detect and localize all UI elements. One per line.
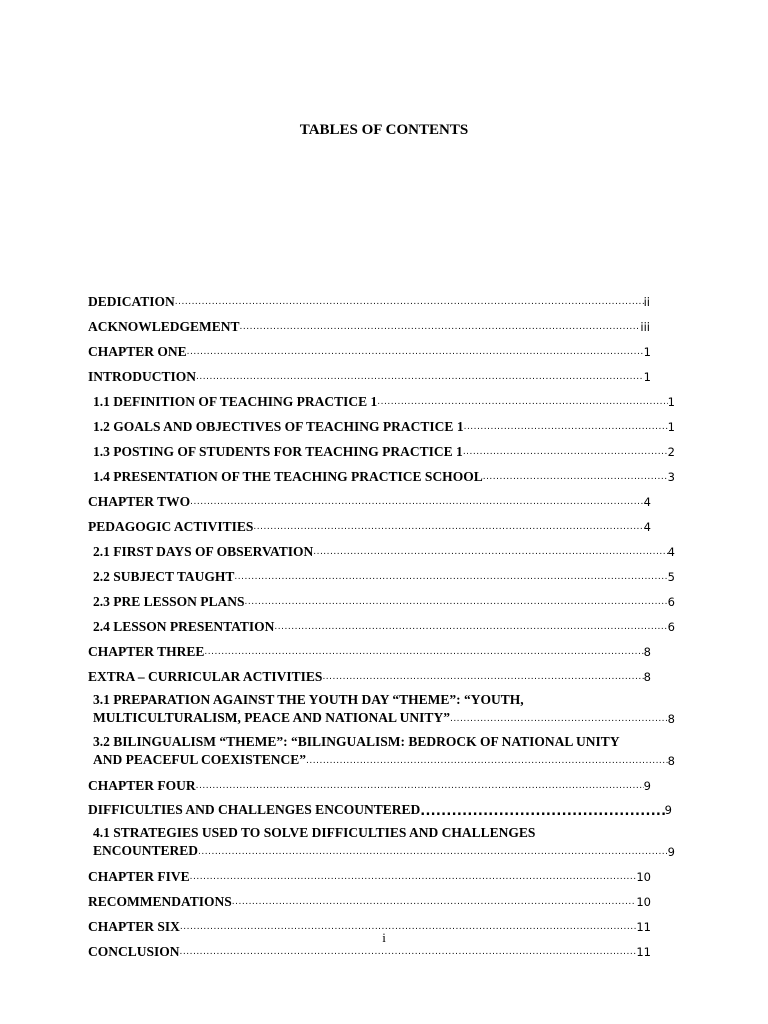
toc-entry-1-4[interactable] bbox=[93, 467, 675, 485]
dot-leader bbox=[190, 871, 637, 883]
dot-leader bbox=[180, 946, 637, 958]
toc-entry-2-2[interactable] bbox=[93, 567, 675, 585]
toc-entry-label: 2.2 SUBJECT TAUGHT bbox=[93, 569, 235, 584]
toc-entry-chapter-one[interactable] bbox=[88, 342, 651, 360]
toc-entry-3-1[interactable] bbox=[93, 691, 675, 727]
toc-entry-acknowledgement[interactable] bbox=[88, 317, 650, 335]
page-title: TABLES OF CONTENTS bbox=[299, 122, 469, 138]
toc-entry-4-1[interactable] bbox=[93, 824, 675, 860]
toc-entry-chapter-three[interactable] bbox=[88, 642, 651, 660]
dot-leader bbox=[450, 713, 668, 725]
toc-entry-page: 9 bbox=[664, 803, 672, 817]
footer-page-number: i bbox=[382, 930, 386, 945]
toc-entry-page: 5 bbox=[667, 570, 675, 584]
toc-entry-label: CHAPTER SIX bbox=[88, 919, 180, 934]
toc-entry-label: 2.1 FIRST DAYS OF OBSERVATION bbox=[93, 544, 314, 559]
dot-leader bbox=[306, 755, 668, 767]
dot-leader bbox=[234, 571, 667, 583]
toc-entry-label: CONCLUSION bbox=[88, 944, 180, 959]
dot-leader bbox=[232, 896, 637, 908]
toc-entry-page: 3 bbox=[667, 470, 675, 484]
toc-entry-page: 10 bbox=[636, 870, 651, 884]
toc-entry-1-1[interactable] bbox=[93, 392, 675, 410]
toc-entry-label: 1.4 PRESENTATION OF THE TEACHING PRACTICE SCHOOL bbox=[93, 469, 483, 484]
toc-entry-page: 9 bbox=[643, 779, 651, 793]
toc-entry-page: 6 bbox=[667, 620, 675, 634]
toc-entry-label: CHAPTER TWO bbox=[88, 494, 191, 509]
toc-entry-2-4[interactable] bbox=[93, 617, 675, 635]
toc-entry-label: 2.4 LESSON PRESENTATION bbox=[93, 619, 275, 634]
toc-entry-label: RECOMMENDATIONS bbox=[88, 894, 232, 909]
toc-entry-label: 1.2 GOALS AND OBJECTIVES OF TEACHING PRACTICE 1 bbox=[93, 419, 464, 434]
toc-entry-1-2[interactable] bbox=[93, 417, 675, 435]
toc-entry-page: 11 bbox=[636, 945, 651, 959]
dot-leader bbox=[196, 780, 644, 792]
toc-entry-introduction[interactable] bbox=[88, 367, 651, 385]
toc-entry-2-3[interactable] bbox=[93, 592, 675, 610]
dot-leader bbox=[313, 546, 667, 558]
dot-leader bbox=[463, 446, 668, 458]
dot-leader bbox=[245, 596, 668, 608]
toc-entry-label-line1: 4.1 STRATEGIES USED TO SOLVE DIFFICULTIES AND CHALLENGES bbox=[93, 825, 536, 840]
toc-entry-3-2[interactable] bbox=[93, 733, 675, 769]
toc-entry-label-line1: 3.2 BILINGUALISM “THEME”: “BILINGUALISM: BEDROCK OF NATIONAL UNITY bbox=[93, 734, 620, 749]
toc-entry-label: 1.1 DEFINITION OF TEACHING PRACTICE 1 bbox=[93, 394, 378, 409]
toc-entry-page: 1 bbox=[667, 395, 675, 409]
toc-entry-label: ACKNOWLEDGEMENT bbox=[88, 319, 240, 334]
toc-entry-label: CHAPTER ONE bbox=[88, 344, 187, 359]
toc-entry-page: 8 bbox=[667, 754, 675, 768]
toc-entry-label: DEDICATION bbox=[88, 294, 175, 309]
toc-entry-page: 1 bbox=[667, 420, 675, 434]
dot-leader bbox=[483, 471, 668, 483]
dot-leader bbox=[377, 396, 667, 408]
toc-entry-page: 6 bbox=[667, 595, 675, 609]
toc-entry-page: iii bbox=[640, 320, 650, 334]
toc-entry-label-line1: 3.1 PREPARATION AGAINST THE YOUTH DAY “THEME”: “YOUTH, bbox=[93, 692, 524, 707]
toc-entry-label-line2: AND PEACEFUL COEXISTENCE” bbox=[93, 752, 307, 767]
dot-leader bbox=[420, 806, 664, 818]
toc-entry-label: CHAPTER THREE bbox=[88, 644, 205, 659]
dot-leader bbox=[253, 521, 643, 533]
toc-entry-label: 2.3 PRE LESSON PLANS bbox=[93, 594, 245, 609]
toc-entry-page: 2 bbox=[667, 445, 675, 459]
toc-entry-page: 1 bbox=[643, 345, 651, 359]
toc-entry-label: INTRODUCTION bbox=[88, 369, 197, 384]
toc-entry-label: DIFFICULTIES AND CHALLENGES ENCOUNTERED bbox=[88, 802, 421, 817]
toc-entry-label: PEDAGOGIC ACTIVITIES bbox=[88, 519, 254, 534]
toc-entry-label: CHAPTER FOUR bbox=[88, 778, 196, 793]
dot-leader bbox=[196, 371, 644, 383]
dot-leader bbox=[322, 671, 643, 683]
toc-entry-page: ii bbox=[643, 295, 650, 309]
toc-entry-2-1[interactable] bbox=[93, 542, 675, 560]
toc-entry-page: 8 bbox=[643, 670, 651, 684]
toc-entry-recommendations[interactable] bbox=[88, 892, 651, 910]
dot-leader bbox=[190, 496, 644, 508]
toc-entry-page: 9 bbox=[667, 845, 675, 859]
toc-entry-label-line2: ENCOUNTERED bbox=[93, 843, 199, 858]
toc-entry-label: CHAPTER FIVE bbox=[88, 869, 190, 884]
toc-entry-chapter-five[interactable] bbox=[88, 867, 651, 885]
toc-entry-page: 11 bbox=[636, 920, 651, 934]
dot-leader bbox=[240, 321, 641, 333]
toc-entry-chapter-two[interactable] bbox=[88, 492, 651, 510]
toc-entry-difficulties[interactable] bbox=[88, 800, 672, 818]
toc-entry-page: 10 bbox=[636, 895, 651, 909]
dot-leader bbox=[274, 621, 667, 633]
toc-entry-page: 4 bbox=[667, 545, 675, 559]
toc-entry-page: 8 bbox=[643, 645, 651, 659]
toc-entry-label: 1.3 POSTING OF STUDENTS FOR TEACHING PRACTICE 1 bbox=[93, 444, 463, 459]
toc-entry-page: 8 bbox=[667, 712, 675, 726]
toc-entry-page: 4 bbox=[643, 495, 651, 509]
dot-leader bbox=[175, 296, 644, 308]
toc-entry-label: EXTRA – CURRICULAR ACTIVITIES bbox=[88, 669, 323, 684]
toc-entry-chapter-four[interactable] bbox=[88, 776, 651, 794]
dot-leader bbox=[198, 846, 668, 858]
toc-entry-label-line2: MULTICULTURALISM, PEACE AND NATIONAL UNITY” bbox=[93, 710, 450, 725]
toc-entry-extra-curricular[interactable] bbox=[88, 667, 651, 685]
toc-entry-page: 4 bbox=[643, 520, 651, 534]
dot-leader bbox=[464, 421, 668, 433]
dot-leader bbox=[187, 346, 644, 358]
toc-entry-dedication[interactable] bbox=[88, 292, 650, 310]
toc-entry-1-3[interactable] bbox=[93, 442, 675, 460]
dot-leader bbox=[204, 646, 643, 658]
toc-entry-pedagogic-activities[interactable] bbox=[88, 517, 651, 535]
toc-entry-page: 1 bbox=[643, 370, 651, 384]
